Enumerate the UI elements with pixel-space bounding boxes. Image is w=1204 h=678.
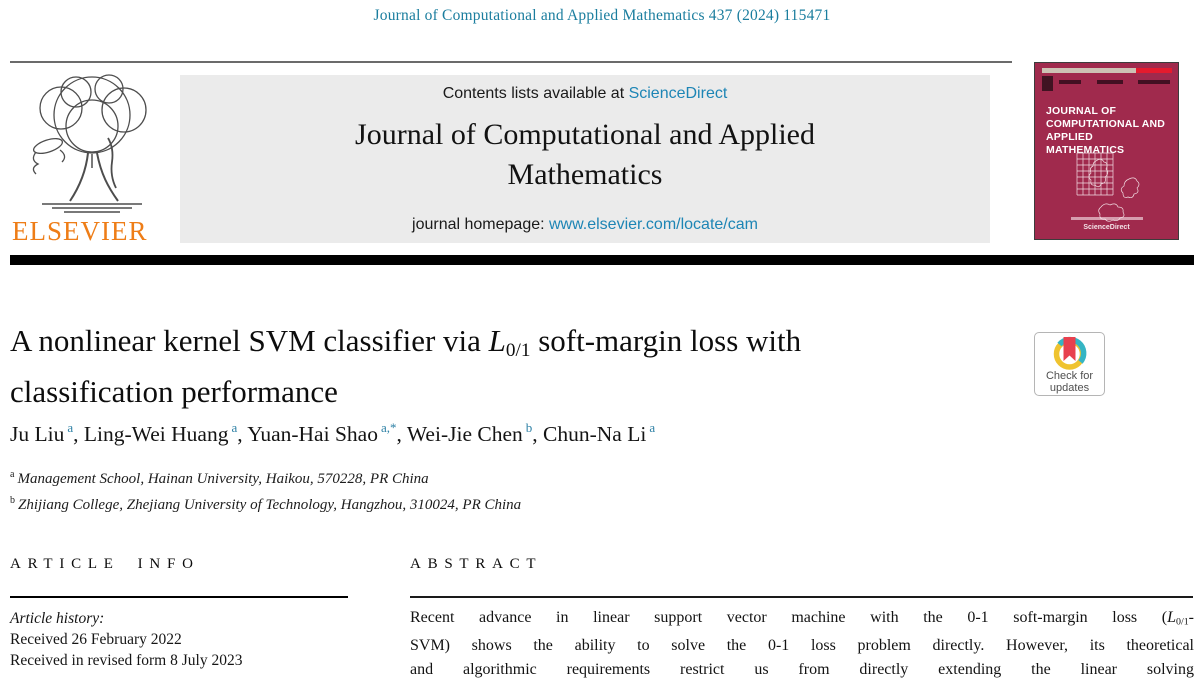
cover-meta-volume	[1059, 80, 1081, 84]
math-L-subscript: 0/1	[505, 339, 531, 361]
article-title	[10, 320, 1025, 412]
article-title-line2: classification performance	[10, 373, 338, 409]
author: Wei-Jie Chen $^b$,	[406, 420, 543, 447]
cover-meta-issn	[1138, 80, 1170, 84]
abstract-body	[410, 606, 1194, 678]
author-affil-sup: b	[525, 420, 533, 435]
article-info-rule	[10, 596, 348, 598]
banner-journal-title	[180, 115, 990, 195]
banner-journal-title-line1: Journal of Computational and Applied	[355, 118, 815, 151]
author-affil-sup: a	[67, 420, 74, 435]
top-divider-rule	[10, 61, 1012, 63]
cover-meta-date	[1097, 80, 1123, 84]
journal-banner	[180, 75, 990, 243]
cover-mini-elsevier-logo	[1042, 76, 1053, 91]
abstract-line1: Recent advance in linear support vector machine with the 0-1 soft-margin loss ($L_{0/1}-$	[410, 609, 1194, 628]
homepage-link[interactable]: www.elsevier.com/locate/cam	[549, 216, 758, 233]
badge-text-line1: Check for	[1045, 370, 1094, 382]
math-L: L	[1167, 609, 1176, 626]
affiliation-a: $^a$ Management School, Hainan University, Haikou, 570228, PR China	[10, 469, 429, 487]
badge-text-line2: updates	[1049, 382, 1090, 394]
affiliations	[10, 464, 910, 516]
homepage-line	[180, 216, 990, 234]
journal-cover-thumbnail[interactable]	[1034, 62, 1179, 240]
abstract-line2: SVM) shows the ability to solve the 0-1 loss problem directly. However, its theoretical	[410, 637, 1194, 655]
abstract-line3: and algorithmic requirements restrict us from directly extending the linear solving	[410, 661, 1194, 678]
article-history	[10, 608, 370, 671]
banner-journal-title-line2: Mathematics	[507, 158, 663, 191]
math-L-subscript: 0/1	[1176, 616, 1189, 628]
author: Yuan-Hai Shao $^{a,*}$,	[247, 420, 407, 447]
article-info-heading: ARTICLE INFO	[10, 556, 200, 572]
author: Ju Liu $^a$,	[10, 420, 84, 447]
cover-footer-bar	[1071, 217, 1143, 220]
author: Chun-Na Li $^a$	[543, 420, 656, 447]
elsevier-logo	[12, 68, 178, 248]
author-affil-sup: a	[231, 420, 238, 435]
abstract-rule	[410, 596, 1193, 598]
affiliation-b: $^b$ Zhijiang College, Zhejiang University of Technology, Hangzhou, 310024, PR China	[10, 495, 522, 513]
cover-sciencedirect-mark: ScienceDirect	[1083, 224, 1130, 231]
contents-line	[180, 85, 990, 103]
author: Ling-Wei Huang $^a$,	[83, 420, 248, 447]
badge-bookmark-icon	[1064, 337, 1076, 361]
journal-citation-header: Journal of Computational and Applied Mathematics 437 (2024) 115471	[373, 7, 831, 24]
elsevier-wordmark: ELSEVIER	[12, 216, 148, 246]
article-title-line1: A nonlinear kernel SVM classifier via $L_{0/1}$ soft-margin loss with	[10, 323, 802, 361]
history-received: Received 26 February 2022	[10, 631, 182, 648]
math-L: L	[488, 323, 506, 358]
section-divider-bar	[10, 255, 1194, 265]
elsevier-tree-icon	[12, 200, 172, 217]
homepage-prefix: journal homepage:	[412, 216, 549, 233]
author-affil-sup: a	[649, 420, 656, 435]
article-history-label: Article history:	[10, 610, 105, 627]
contents-prefix: Contents lists available at	[442, 85, 629, 102]
check-for-updates-badge[interactable]	[1034, 332, 1105, 396]
cover-top-strip-red	[1136, 68, 1172, 73]
sciencedirect-link[interactable]: ScienceDirect	[628, 85, 728, 102]
cover-title: JOURNAL OF COMPUTATIONAL AND APPLIED MATHEMATICS	[1046, 105, 1166, 156]
history-revised: Received in revised form 8 July 2023	[10, 652, 243, 669]
author-affil-sup corresponding-author-mark: a,*	[380, 420, 397, 435]
abstract-heading: ABSTRACT	[410, 556, 543, 572]
cover-grid-art	[1063, 151, 1153, 234]
author-list	[10, 421, 1010, 447]
